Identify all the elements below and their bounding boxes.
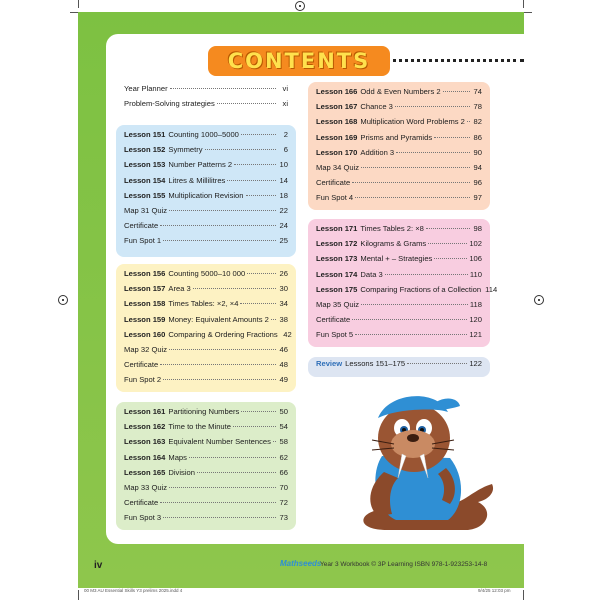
- lessons-151-155-section: [116, 125, 296, 257]
- toc-row[interactable]: [316, 102, 482, 117]
- toc-label: Money: Equivalent Amounts 2: [168, 314, 269, 324]
- toc-page: 114: [485, 284, 498, 294]
- lesson-number: Lesson 173: [316, 254, 358, 264]
- lesson-number: Lesson 153: [124, 160, 166, 170]
- lesson-number: Lesson 159: [124, 314, 166, 324]
- crop-mark: [523, 590, 524, 600]
- toc-row[interactable]: [124, 375, 288, 390]
- page-title: CONTENTS: [208, 46, 390, 76]
- toc-label: Odd & Even Numbers 2: [360, 87, 441, 96]
- toc-row[interactable]: [124, 483, 288, 498]
- toc-row[interactable]: [124, 284, 288, 299]
- toc-page: 24: [279, 221, 288, 231]
- toc-label: Symmetry: [168, 145, 203, 155]
- intro-section: [116, 84, 296, 114]
- dotted-divider: [386, 59, 524, 62]
- toc-page: 34: [279, 299, 288, 309]
- toc-row[interactable]: [316, 284, 498, 300]
- toc-label: Equivalent Number Sentences: [168, 437, 271, 447]
- toc-label: Lessons 151–175: [345, 359, 406, 368]
- lessons-171-175-section: [308, 219, 498, 347]
- print-slug-left: 00 M3 AU Essential Skills Y3 prelims 2025.indd 4: [84, 588, 183, 593]
- lesson-number: Lesson 167: [316, 102, 358, 112]
- toc-page: xi: [282, 99, 288, 109]
- lesson-number: Lesson 162: [124, 422, 166, 432]
- toc-label: Division: [168, 467, 195, 477]
- review-section: [308, 357, 490, 377]
- toc-label: Litres & Millilitres: [168, 175, 226, 185]
- toc-label: Area 3: [168, 284, 191, 294]
- toc-row[interactable]: [124, 513, 288, 528]
- lesson-number: Lesson 152: [124, 145, 166, 155]
- toc-label: Data 3: [360, 269, 383, 279]
- toc-label: Certificate: [124, 498, 159, 508]
- lesson-number: Lesson 175: [316, 284, 358, 294]
- toc-label: Time to the Minute: [168, 422, 231, 432]
- toc-page: 118: [469, 299, 482, 309]
- toc-label: Map 35 Quiz: [316, 299, 360, 309]
- toc-page: 120: [469, 315, 482, 325]
- lesson-number: Lesson 163: [124, 437, 166, 447]
- toc-page: 48: [279, 360, 288, 370]
- toc-page: 50: [279, 407, 288, 416]
- lesson-number: Lesson 157: [124, 284, 166, 294]
- toc-row[interactable]: [124, 345, 288, 360]
- toc-page: 30: [279, 284, 288, 294]
- toc-page: 14: [279, 175, 288, 185]
- toc-row[interactable]: [124, 498, 288, 513]
- toc-label: Times Tables: ×2, ×4: [168, 299, 239, 309]
- toc-page: 49: [279, 375, 288, 385]
- toc-label: Prisms and Pyramids: [360, 132, 433, 142]
- lesson-number: Lesson 165: [124, 467, 166, 477]
- toc-row[interactable]: [124, 453, 288, 468]
- toc-row[interactable]: [316, 224, 482, 239]
- toc-row[interactable]: [124, 360, 288, 375]
- toc-page: 46: [279, 344, 288, 354]
- toc-page: 2: [283, 130, 288, 139]
- toc-label: Kilograms & Grams: [360, 239, 427, 249]
- toc-page: 66: [279, 467, 288, 477]
- toc-page: 86: [473, 132, 482, 142]
- toc-label: Fun Spot 3: [124, 513, 162, 523]
- toc-label: Comparing Fractions of a Collection: [360, 284, 482, 294]
- toc-page: 72: [279, 498, 288, 508]
- toc-page: 10: [279, 160, 288, 170]
- registration-mark: [58, 295, 68, 305]
- toc-page: 25: [279, 236, 288, 246]
- toc-row[interactable]: [124, 99, 288, 114]
- toc-label: Map 32 Quiz: [124, 344, 168, 354]
- walrus-mascot-illustration: [318, 382, 496, 532]
- toc-page: 42: [283, 329, 292, 339]
- toc-label: Certificate: [124, 221, 159, 231]
- toc-row[interactable]: [316, 193, 482, 208]
- toc-label: Fun Spot 5: [316, 330, 354, 340]
- print-slug-right: 9/4/25 12:03 pm: [478, 588, 511, 593]
- toc-label: Fun Spot 2: [124, 375, 162, 385]
- toc-page: 122: [469, 359, 482, 368]
- lesson-number: Lesson 171: [316, 224, 358, 233]
- lesson-number: Lesson 170: [316, 147, 358, 157]
- footer-text: Year 3 Workbook © 3P Learning ISBN 978-1-923253-14-8: [320, 561, 488, 568]
- toc-label: Fun Spot 4: [316, 193, 354, 203]
- toc-row[interactable]: [124, 407, 288, 422]
- toc-row[interactable]: [316, 148, 482, 163]
- toc-page: 18: [279, 190, 288, 200]
- toc-row[interactable]: [124, 206, 288, 221]
- toc-label: Certificate: [316, 315, 351, 325]
- toc-row[interactable]: [316, 239, 482, 254]
- lesson-number: Lesson 160: [124, 329, 166, 339]
- lessons-156-160-section: [116, 264, 296, 392]
- toc-label: Partitioning Numbers: [168, 407, 240, 416]
- toc-page: 62: [279, 452, 288, 462]
- toc-label: Counting 1000–5000: [168, 130, 239, 139]
- toc-page: 110: [469, 269, 482, 279]
- toc-page: 82: [473, 117, 482, 127]
- toc-page: 78: [473, 102, 482, 112]
- toc-row[interactable]: [316, 87, 482, 102]
- toc-row[interactable]: [124, 468, 288, 483]
- toc-row[interactable]: [124, 236, 288, 251]
- toc-page: vi: [282, 84, 288, 93]
- toc-label: Counting 5000–10 000: [168, 269, 246, 278]
- toc-label: Map 34 Quiz: [316, 162, 360, 172]
- toc-page: 94: [473, 162, 482, 172]
- toc-row[interactable]: [124, 315, 288, 330]
- toc-row[interactable]: [124, 269, 288, 284]
- toc-page: 70: [279, 482, 288, 492]
- lesson-number: Lesson 158: [124, 299, 166, 309]
- crop-mark: [524, 12, 532, 13]
- lesson-number: Lesson 164: [124, 452, 166, 462]
- toc-page: 74: [473, 87, 482, 96]
- toc-page: 26: [279, 269, 288, 278]
- lessons-166-170-section: [308, 82, 490, 210]
- crop-mark: [78, 590, 79, 600]
- toc-row[interactable]: [316, 178, 482, 193]
- toc-label: Fun Spot 1: [124, 236, 162, 246]
- crop-mark: [70, 12, 78, 13]
- toc-label: Comparing & Ordering Fractions: [168, 329, 278, 339]
- lesson-number: Lesson 172: [316, 239, 358, 249]
- toc-label: Maps: [168, 452, 187, 462]
- toc-page: 38: [279, 314, 288, 324]
- toc-row[interactable]: [124, 84, 288, 99]
- toc-label: Number Patterns 2: [168, 160, 233, 170]
- crop-mark: [78, 0, 79, 8]
- toc-page: 121: [469, 330, 482, 340]
- toc-label: Times Tables 2: ×8: [360, 224, 424, 233]
- toc-label: Certificate: [124, 360, 159, 370]
- toc-row[interactable]: [316, 315, 482, 330]
- toc-row[interactable]: [316, 300, 482, 315]
- toc-page: 6: [283, 145, 288, 155]
- toc-label: Problem-Solving strategies: [124, 99, 215, 109]
- lesson-number: Lesson 154: [124, 175, 166, 185]
- toc-row[interactable]: [316, 254, 482, 269]
- toc-row[interactable]: [316, 270, 482, 285]
- toc-page: 102: [469, 239, 482, 249]
- toc-label: Mental + – Strategies: [360, 254, 433, 264]
- toc-row[interactable]: [124, 145, 288, 160]
- lessons-161-165-section: [116, 402, 296, 530]
- toc-page: 73: [279, 513, 288, 523]
- toc-page: 22: [279, 205, 288, 215]
- lesson-number: Lesson 168: [316, 117, 358, 127]
- toc-row[interactable]: [124, 176, 288, 191]
- toc-row[interactable]: [124, 299, 288, 314]
- registration-mark: [534, 295, 544, 305]
- toc-row[interactable]: [124, 160, 288, 175]
- toc-row[interactable]: [124, 221, 288, 236]
- toc-label: Year Planner: [124, 84, 168, 93]
- toc-label: Map 33 Quiz: [124, 482, 168, 492]
- toc-row[interactable]: [124, 130, 288, 145]
- lesson-number: Lesson 155: [124, 190, 166, 200]
- lesson-number: Lesson 169: [316, 132, 358, 142]
- toc-page: 96: [473, 178, 482, 188]
- toc-row[interactable]: [316, 330, 482, 345]
- toc-label: Addition 3: [360, 147, 395, 157]
- crop-mark: [523, 0, 524, 8]
- mathseeds-logo: Mathseeds: [280, 559, 322, 568]
- toc-row[interactable]: [316, 359, 482, 374]
- toc-label: Chance 3: [360, 102, 393, 112]
- toc-row[interactable]: [124, 191, 288, 206]
- toc-label: Multiplication Revision: [168, 190, 244, 200]
- lesson-number: Lesson 174: [316, 269, 358, 279]
- toc-page: 106: [469, 254, 482, 264]
- toc-label: Multiplication Word Problems 2: [360, 117, 465, 127]
- toc-page: 98: [473, 224, 482, 233]
- lesson-number: Lesson 156: [124, 269, 166, 278]
- toc-page: 90: [473, 147, 482, 157]
- toc-row[interactable]: [316, 163, 482, 178]
- toc-row[interactable]: [124, 329, 292, 345]
- toc-row[interactable]: [316, 117, 482, 132]
- lesson-number: Lesson 161: [124, 407, 166, 416]
- toc-row[interactable]: [124, 437, 288, 452]
- toc-row[interactable]: [316, 133, 482, 148]
- lesson-number: Lesson 151: [124, 130, 166, 139]
- toc-row[interactable]: [124, 422, 288, 437]
- toc-label: Map 31 Quiz: [124, 205, 168, 215]
- page-number: iv: [94, 560, 103, 571]
- toc-label: Certificate: [316, 178, 351, 188]
- toc-page: 58: [279, 437, 288, 447]
- toc-page: 54: [279, 422, 288, 432]
- registration-mark: [295, 1, 305, 11]
- review-label: Review: [316, 359, 343, 368]
- lesson-number: Lesson 166: [316, 87, 358, 96]
- toc-page: 97: [473, 193, 482, 203]
